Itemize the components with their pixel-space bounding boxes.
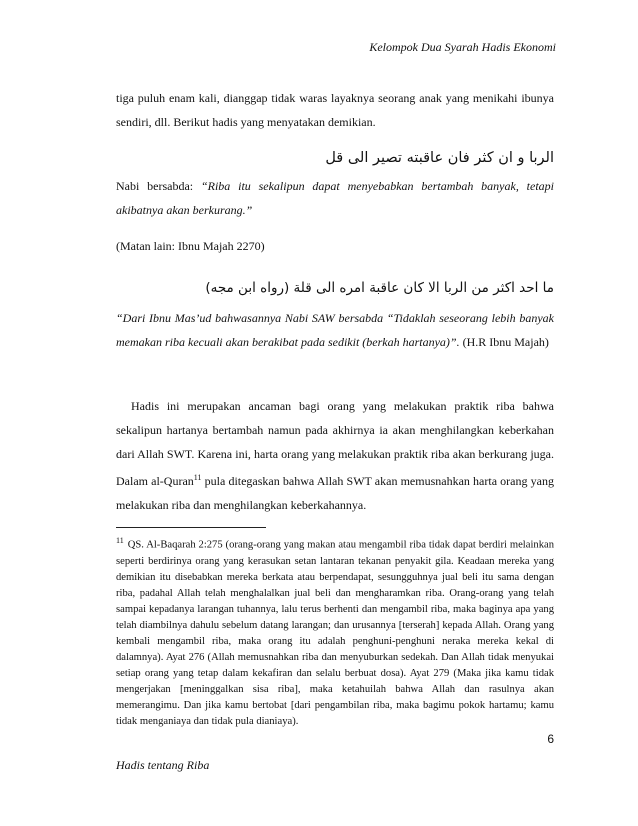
quote-intro: Nabi bersabda: — [116, 179, 201, 193]
hadith-translation-2: “Dari Ibnu Mas’ud bahwasannya Nabi SAW bersabda “Tidaklah seseorang lebih banyak memakan riba kecuali akan berakibat pada sedikit (berkah hartanya)”. — [116, 311, 554, 349]
running-footer: Hadis tentang Riba — [116, 758, 210, 772]
footnote-text: QS. Al-Baqarah 2:275 (orang-orang yang makan atau mengambil riba tidak dapat berdiri melainkan seperti berdirinya orang yang kerasukan setan lantaran tekanan penyakit gila. Keadaan mereka yang demikian itu disebabkan mereka berkata atau berpendapat, sesungguhnya jual beli itu sama dengan riba, padahal Allah telah menghalalkan jual beli dan mengharamkan riba. Orang-orang yang telah sampai kepadanya larangan tuhannya, lalu terus berhenti dan mengambil riba, maka baginya apa yang telah diambilnya dahulu sebelum datang larangan; dan urusannya [terserah] kepada Allah. Orang yang kembali mengambil riba, maka orang itu adalah penghuni-penghuni neraka mereka kekal di dalamnya). Ayat 276 (Allah memusnahkan riba dan menyuburkan sedekah. Dan Allah tidak menyukai setiap orang yang tetap dalam kekafiran dan selalu berbuat dosa). Ayat 279 (Maka jika kamu tidak mengerjakan [meninggalkan sisa riba], maka ketahuilah bahwa Allah dan rasulnya akan memerangimu. Dan jika kamu bertobat [dari pengambilan riba, maka bagimu pokok hartamu; kamu tidak menganiaya dan tidak pula dianiaya). — [116, 539, 554, 727]
explanation-text-1: Hadis ini merupakan ancaman bagi orang yang melakukan praktik riba bahwa sekalipun hartanya bertambah namun pada akhirnya ia akan menghilangkan keberkahan dari Allah SWT. Karena ini, harta orang yang melakukan praktik riba akan berkurang juga. Dalam al-Quran — [116, 399, 554, 488]
hadith-source: (H.R Ibnu Majah) — [459, 335, 549, 349]
matan-reference: (Matan lain: Ibnu Majah 2270) — [116, 239, 265, 253]
explanation-text-2: pula ditegaskan bahwa Allah SWT akan memusnahkan harta orang yang melakukan riba dan menghilangkan keberkahannya. — [116, 474, 554, 512]
paragraph-nabi-bersabda — [116, 174, 554, 222]
footnote-reference[interactable]: 11 — [193, 473, 202, 482]
arabic-hadith-1: الربا و ان كثر فان عاقبته تصير الى قل — [325, 150, 554, 166]
footnote-number: 11 — [116, 536, 124, 545]
footnote — [116, 533, 554, 730]
paragraph-ibnu-masud — [116, 306, 554, 354]
arabic-hadith-2: ما احد اكثر من الربا الا كان عاقبة امره الى قلة (رواه ابن مجه) — [205, 280, 554, 296]
running-header: Kelompok Dua Syarah Hadis Ekonomi — [369, 40, 556, 54]
paragraph-explanation — [116, 394, 554, 517]
footnote-divider — [116, 527, 266, 528]
page-number: 6 — [547, 732, 554, 746]
hadith-translation-1: “Riba itu sekalipun dapat menyebabkan bertambah banyak, tetapi akibatnya akan berkurang.” — [116, 179, 554, 217]
paragraph-intro: tiga puluh enam kali, dianggap tidak waras layaknya seorang anak yang menikahi ibunya sendiri, dll. Berikut hadis yang menyatakan demikian. — [116, 91, 554, 129]
